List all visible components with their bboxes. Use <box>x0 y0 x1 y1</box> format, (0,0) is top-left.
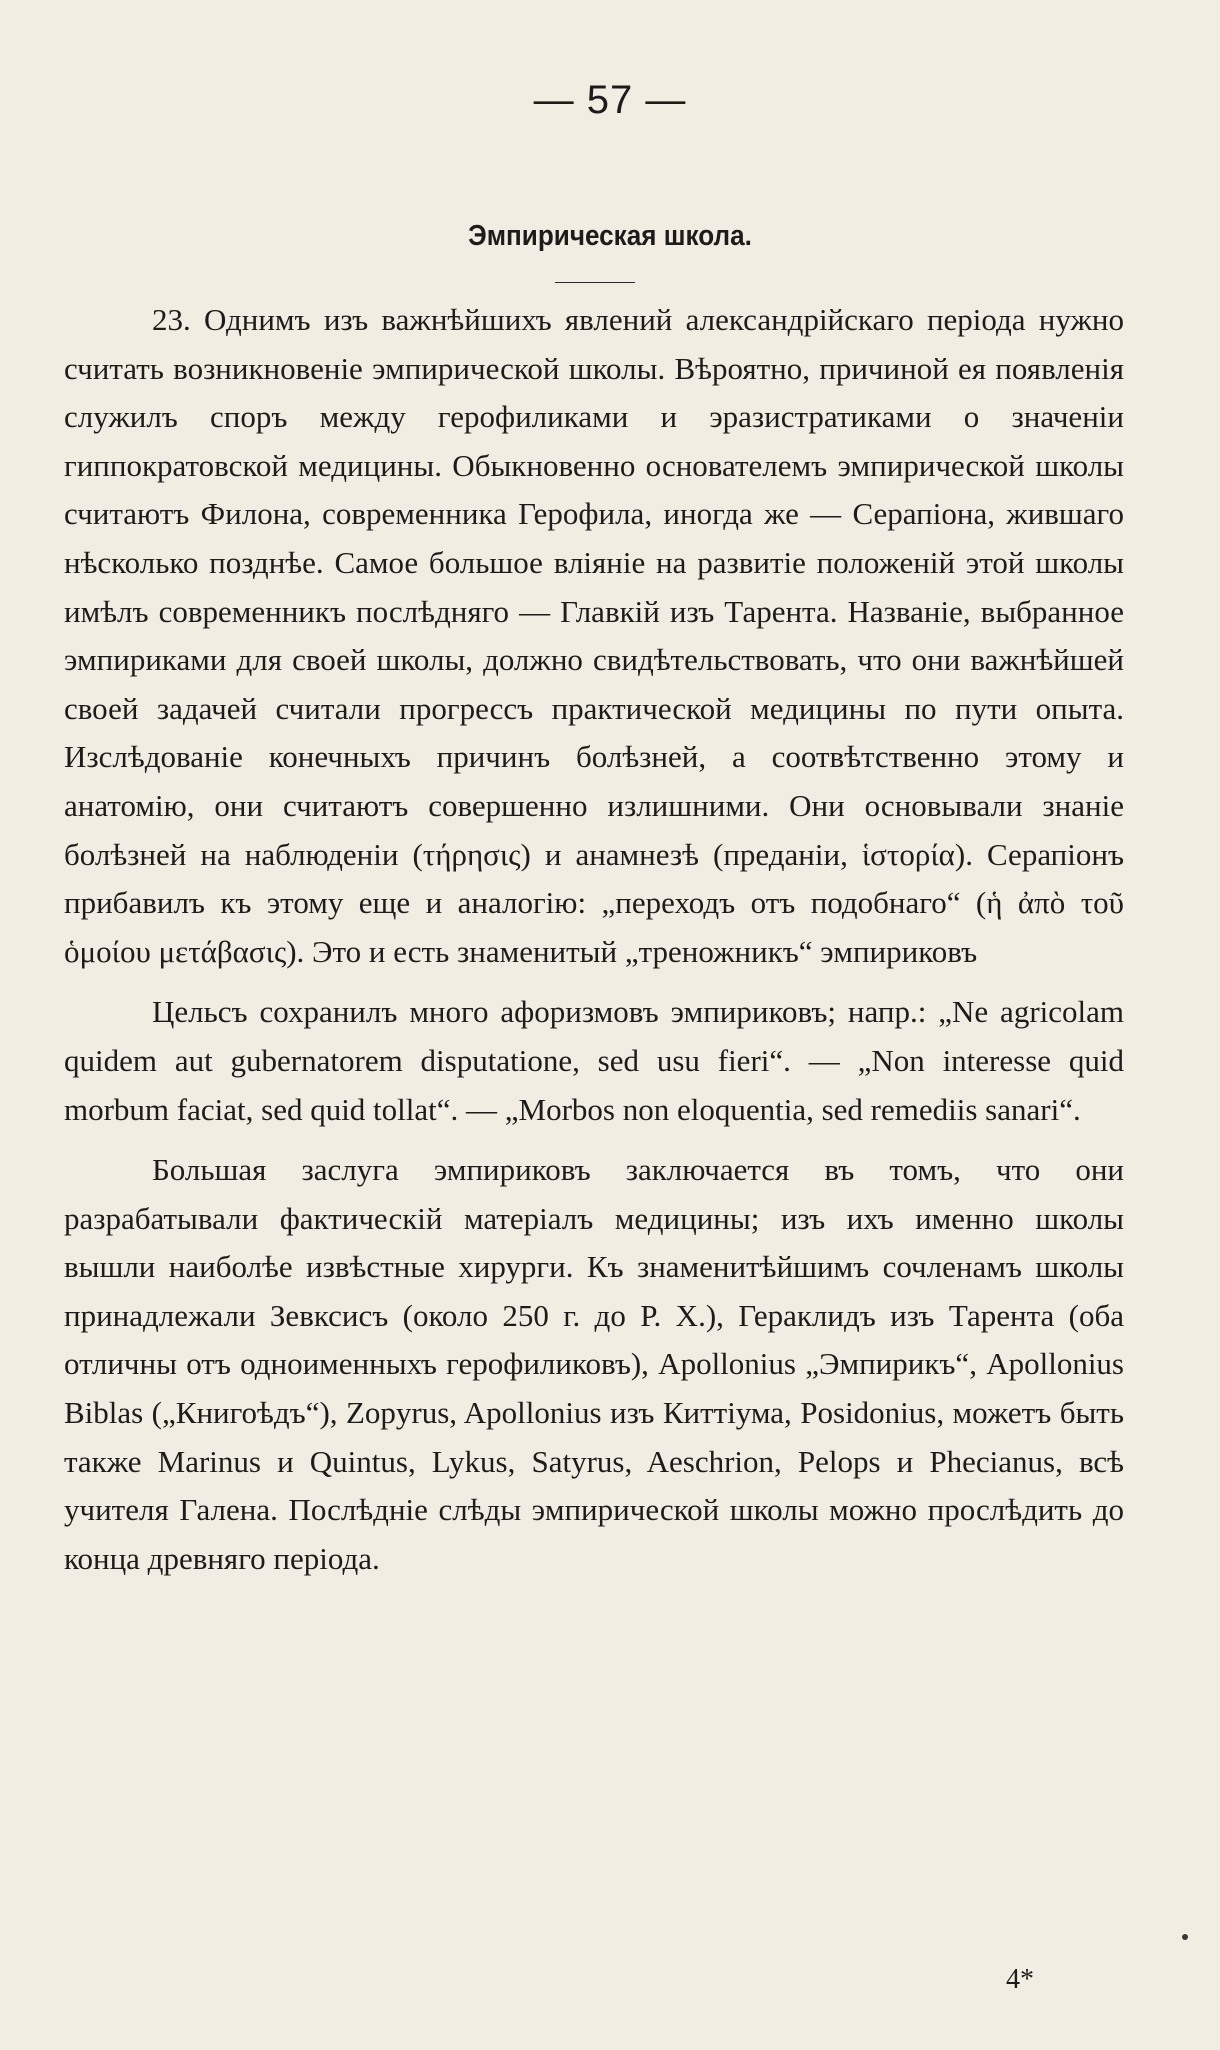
paragraph-2: Цельсъ сохранилъ много афоризмовъ эмпириковъ; напр.: „Ne agricolam quidem aut gubernatorem disputatione, sed usu fieri“. — „Non interesse quid morbum faciat, sed quid tollat“. — „Morbos non eloquentia, sed remediis sanari“. <box>64 994 1124 1127</box>
paragraph-1: 23. Однимъ изъ важнѣйшихъ явлений александрійскаго періода нужно считать возникновеніе эмпирической школы. Вѣроятно, причиной ея появленія служилъ споръ между герофиликами и эразистратиками о значеніи гиппократовской медицины. Обыкновенно основателемъ эмпирической школы считаютъ Филона, современника Герофила, иногда же — Серапіона, жившаго нѣсколько позднѣе. Самое большое вліяніе на развитіе положеній этой школы имѣлъ современникъ послѣдняго — Главкій изъ Тарента. Названіе, выбранное эмпириками для своей школы, должно свидѣтельствовать, что они важнѣйшей своей задачей считали прогрессъ практической медицины по пути опыта. Изслѣдованіе конечныхъ причинъ болѣзней, а соотвѣтственно этому и анатомію, они считаютъ совершенно излишними. Они основывали знаніе болѣзней на наблюденіи (τήρησις) и анамнезѣ (преданіи, ἱστορία). Серапіонъ прибавилъ къ этому еще и аналогію: „переходъ отъ подобнаго“ (ἡ ἀπὸ τοῦ ὁμοίου μετάβασις). Это и есть знаменитый „треножникъ“ эмпириковъ <box>64 302 1124 969</box>
body-text <box>64 296 1124 1583</box>
heading-divider <box>555 282 635 283</box>
paragraph-3: Большая заслуга эмпириковъ заключается въ томъ, что они разрабатывали фактическій матеріалъ медицины; изъ ихъ именно школы вышли наиболѣе извѣстные хирурги. Къ знаменитѣйшимъ сочленамъ школы принадлежали Зевксисъ (около 250 г. до Р. Х.), Гераклидъ изъ Тарента (оба отличны отъ одноименныхъ герофиликовъ), Apollonius „Эмпирикъ“, Apollonius Biblas („Книгоѣдъ“), Zopyrus, Apollonius изъ Киттіума, Posidonius, можетъ быть также Marinus и Quintus, Lykus, Satyrus, Aeschrion, Pelops и Phecianus, всѣ учителя Галена. Послѣдніе слѣды эмпирической школы можно прослѣдить до конца древняго періода. <box>64 1152 1124 1576</box>
page-number: — 57 — <box>533 78 687 122</box>
section-heading: Эмпирическая школа. <box>468 220 752 252</box>
ink-speck <box>1182 1934 1188 1940</box>
signature-mark: 4* <box>1006 1964 1034 1995</box>
